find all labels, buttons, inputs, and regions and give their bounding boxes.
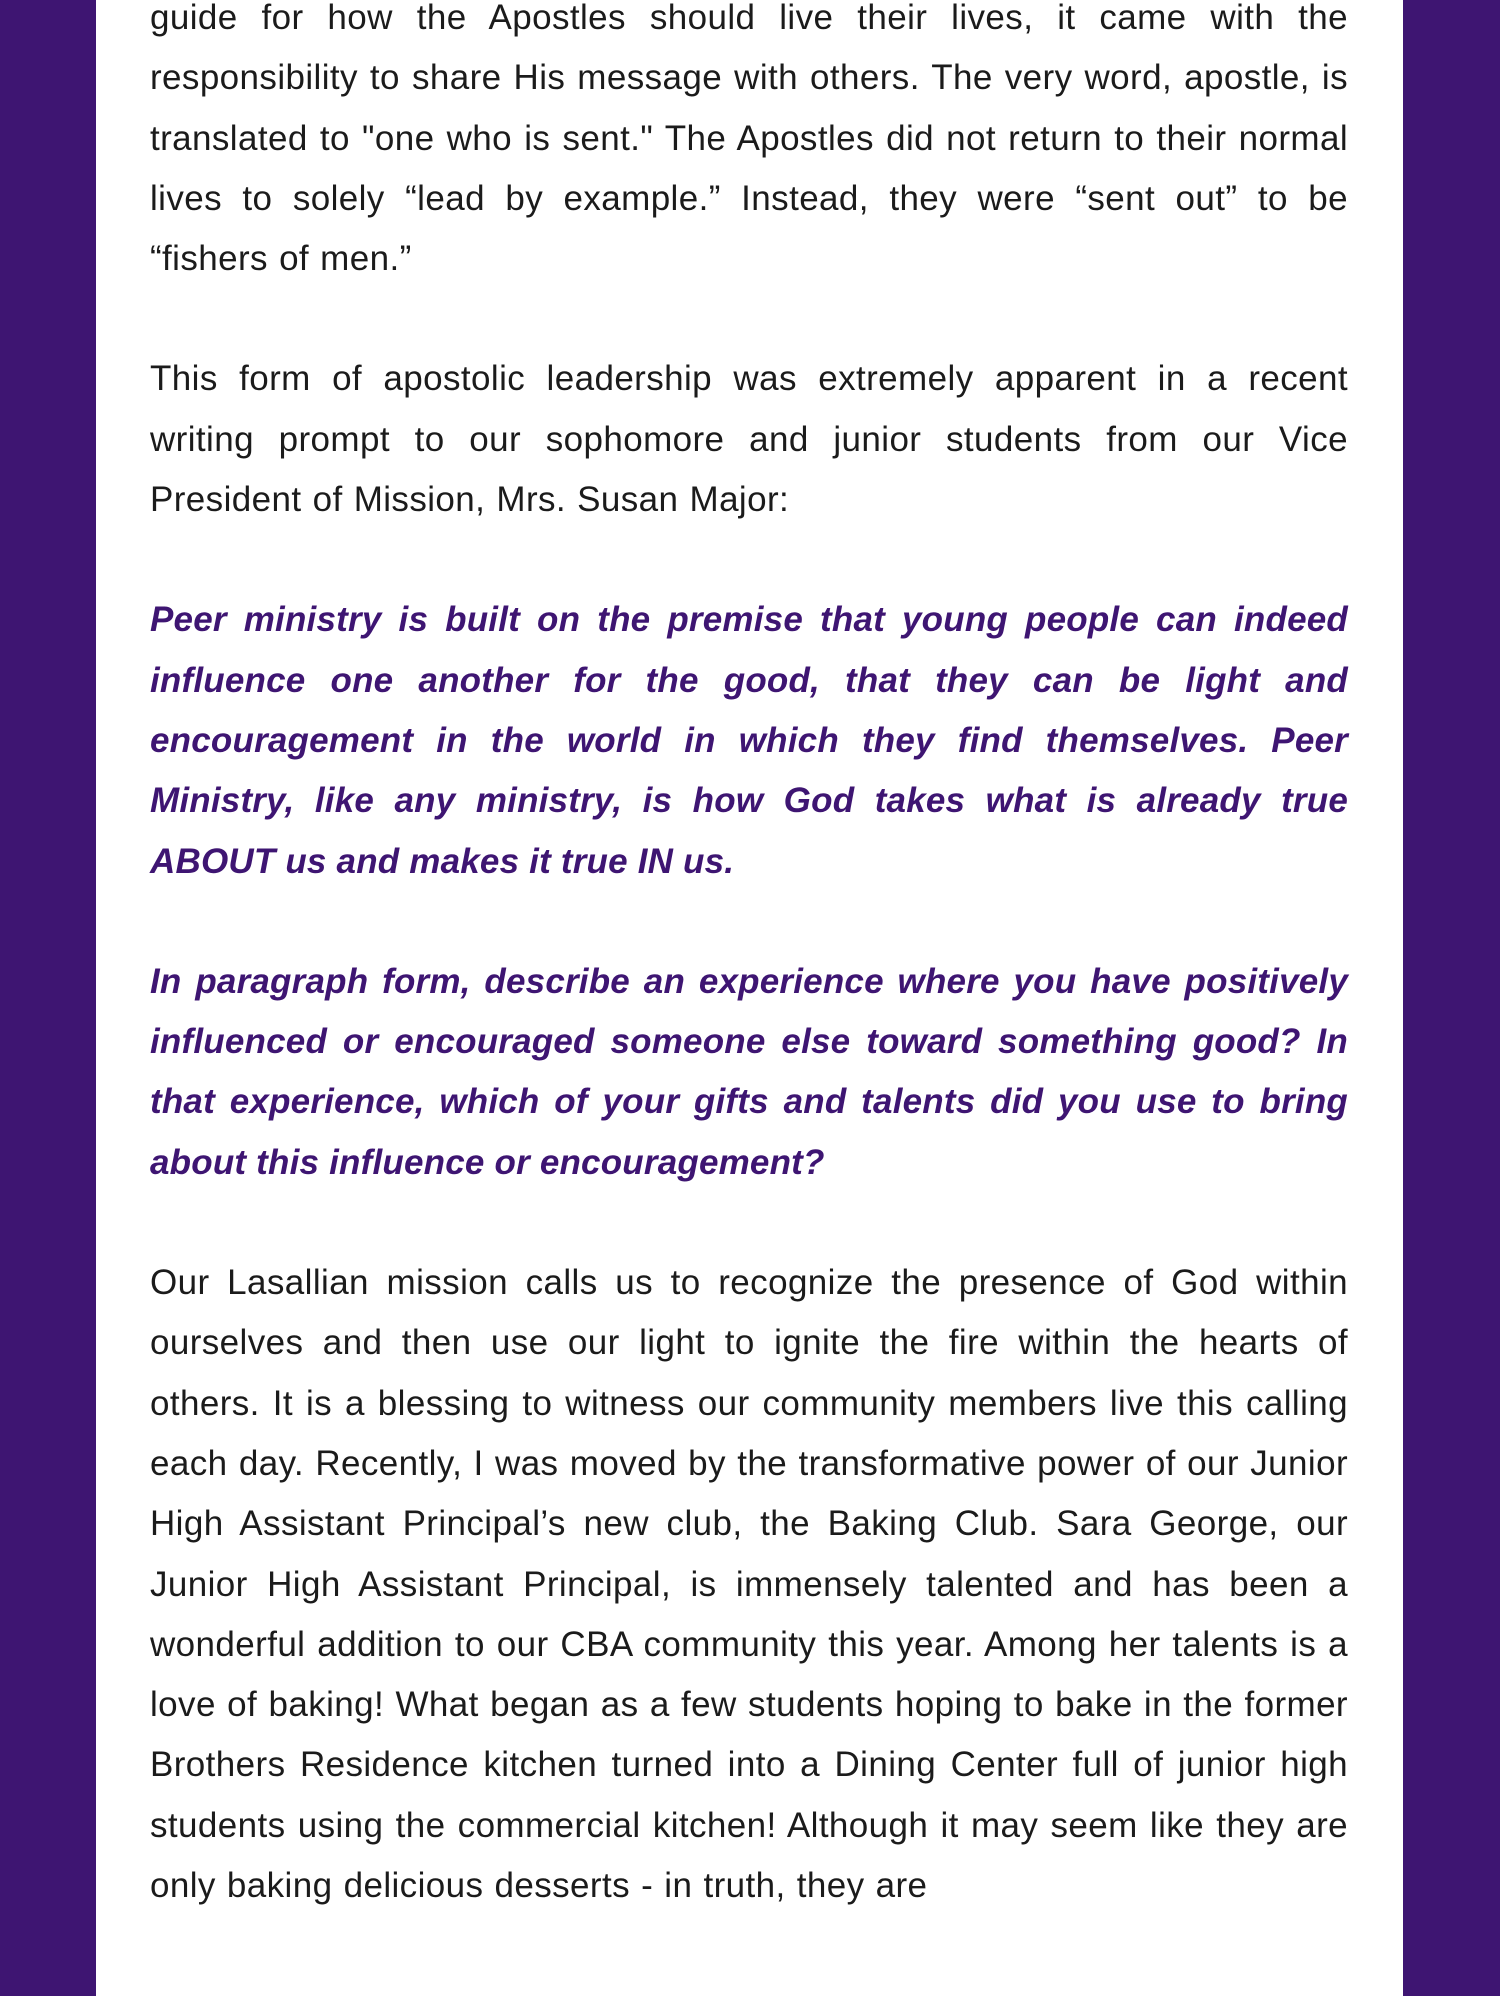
paragraph-writing-prompt-intro: This form of apostolic leadership was extremely apparent in a recent writing prompt to our sophomore and junior students from our Vice President of Mission, Mrs. Susan Major: xyxy=(150,359,1348,520)
paragraph-apostles: guide for how the Apostles should live their lives, it came with the responsibility to share His message with others. The very word, apostle, is translated to "one who is sent." The Apostles did not return to their normal lives to solely “lead by example.” Instead, they were “sent out” to be “fishers of men.” xyxy=(150,0,1348,279)
document-page xyxy=(96,0,1403,1996)
quote-peer-ministry: Peer ministry is built on the premise that young people can indeed influence one another for the good, that they can be light and encouragement in the world in which they find themselves. Peer Ministry, like any ministry, is how God takes what is already true ABOUT us and makes it true IN us. xyxy=(150,600,1348,881)
quote-prompt-question: In paragraph form, describe an experience where you have positively influenced or encouraged someone else toward something good? In that experience, which of your gifts and talents did you use to bring about this influence or encouragement? xyxy=(150,961,1348,1182)
article-body xyxy=(150,0,1348,1976)
paragraph-lasallian-mission: Our Lasallian mission calls us to recognize the presence of God within ourselves and then use our light to ignite the fire within the hearts of others. It is a blessing to witness our community members live this calling each day. Recently, I was moved by the transformative power of our Junior High Assistant Principal’s new club, the Baking Club. Sara George, our Junior High Assistant Principal, is immensely talented and has been a wonderful addition to our CBA community this year. Among her talents is a love of baking! What began as a few students hoping to bake in the former Brothers Residence kitchen turned into a Dining Center full of junior high students using the commercial kitchen! Although it may seem like they are only baking delicious desserts - in truth, they are xyxy=(150,1263,1348,1906)
